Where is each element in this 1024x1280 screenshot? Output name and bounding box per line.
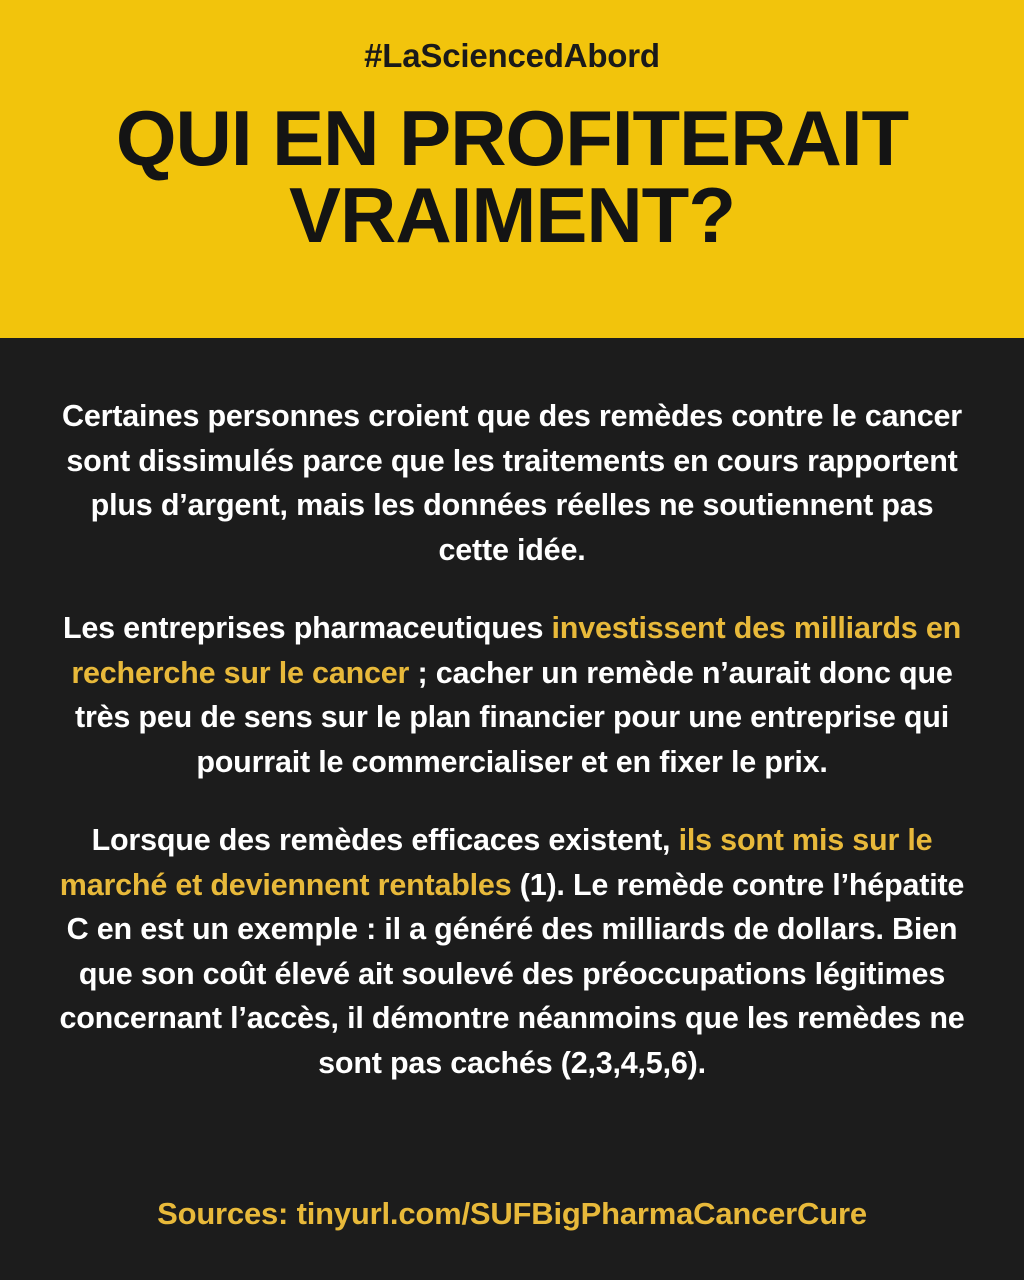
header-band [0,0,1024,338]
body-content [0,338,1024,1280]
paragraph-3-highlight: ils sont mis sur le marché et deviennent rentables [59,823,933,902]
paragraph-2-text-start: Les entreprises pharmaceutiques [62,611,552,646]
paragraph-2-text-end: ; cacher un remède n’aurait donc que très peu de sens sur le plan financier pour une entreprise qui pourrait le commercialiser et en fixer le prix. [74,655,953,779]
paragraph-1-text: Certaines personnes croient que des remèdes contre le cancer sont dissimulés parce que les traitements en cours rapportent plus d’argent, mais les données réelles ne soutiennent pas cette idée. [62,399,962,567]
paragraph-3 [52,818,972,1085]
paragraph-2 [52,606,972,784]
campaign-hashtag: #LaSciencedAbord [364,37,660,74]
paragraph-3-text-start: Lorsque des remèdes efficaces existent, [91,823,679,858]
paragraph-2-highlight: investissent des milliards en recherche sur le cancer [71,611,962,690]
paragraph-1 [52,394,972,572]
page-title: QUI EN PROFITERAIT VRAIMENT? [115,94,909,259]
sources-link[interactable]: Sources: tinyurl.com/SUFBigPharmaCancerCure [157,1196,867,1231]
paragraph-3-text-end: (1). Le remède contre l’hépatite C en est un exemple : il a généré des milliards de dollars. Bien que son coût élevé ait soulevé des préoccupations légitimes concernant l’accès, il démontre néanmoins que les remèdes ne sont pas cachés (2,3,4,5,6). [59,867,965,1080]
